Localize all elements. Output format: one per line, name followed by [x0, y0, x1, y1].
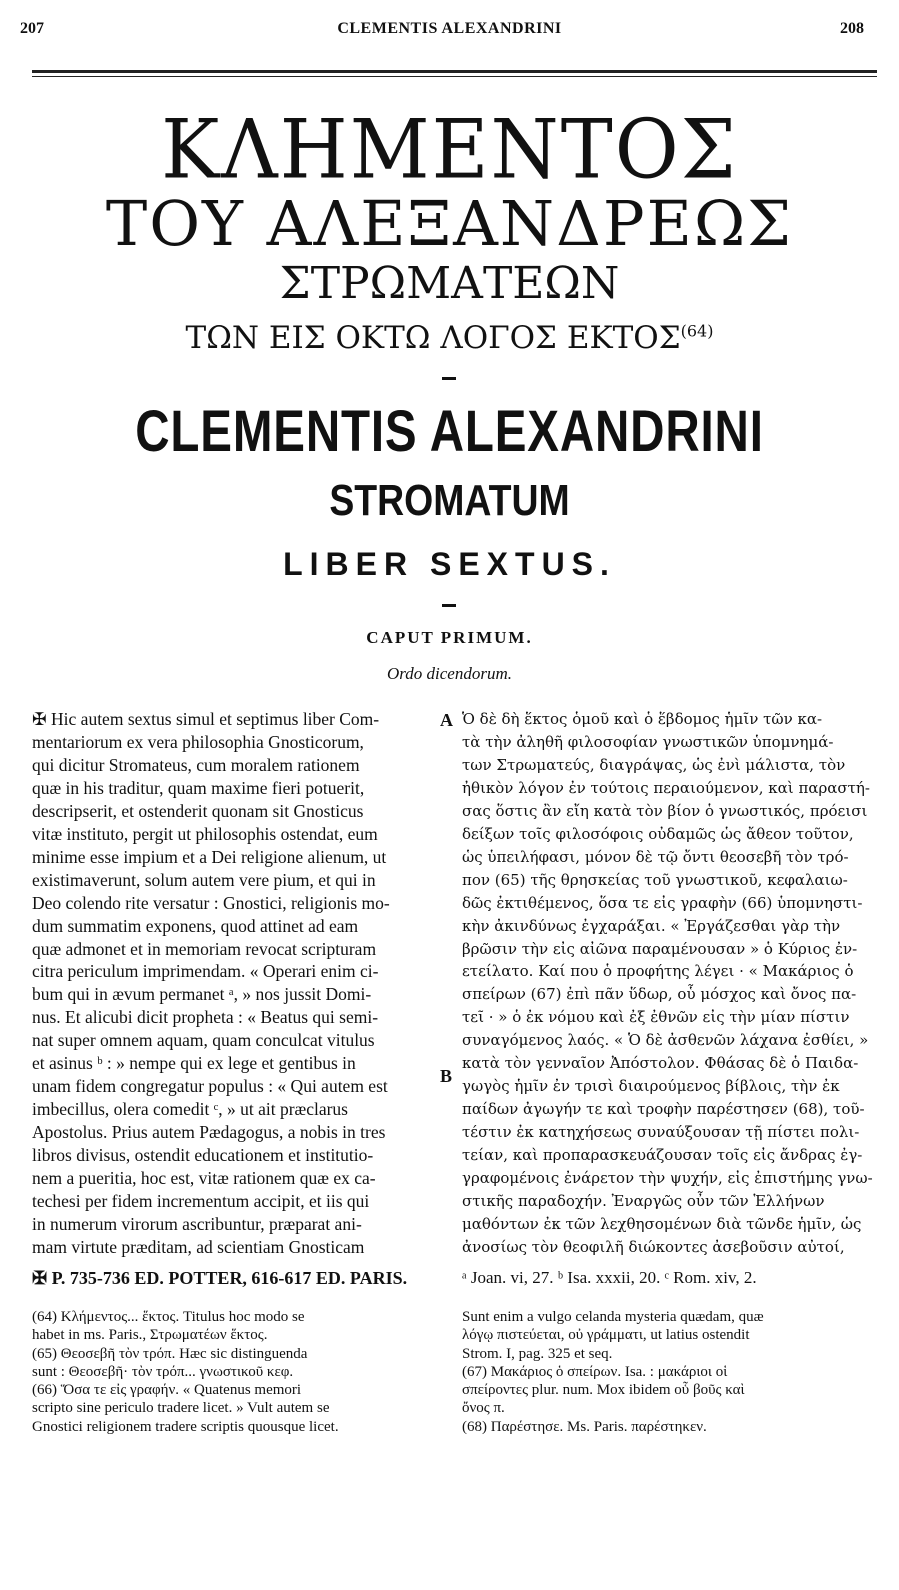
latin-text-line: descripserit, et ostenderit quonam sit Gnosticus: [32, 800, 364, 821]
footnote-line: σπείροντες plur. num. Mox ibidem οὗ βοῦς καὶ: [462, 1382, 745, 1399]
latin-text-line: mentariorum ex vera philosophia Gnosticorum,: [32, 731, 364, 752]
footnote-line: Strom. I, pag. 325 et seq.: [462, 1345, 613, 1362]
latin-title-line-1: CLEMENTIS ALEXANDRINI: [135, 399, 764, 464]
latin-text-line: libros divisus, ostendit educationem et institutio-: [32, 1145, 374, 1166]
latin-title-line-2: STROMATUM: [329, 476, 570, 525]
latin-text-line: bum qui in ævum permanet ᵃ, » nos jussit Domi-: [32, 984, 372, 1005]
greek-title-line-2: ΤΟΥ ΑΛΕΞΑΝΔΡΕΩΣ: [105, 187, 794, 260]
chapter-subtitle: Ordo dicendorum.: [387, 664, 512, 683]
footnote-line: Gnostici religionem tradere scriptis quousque licet.: [32, 1418, 339, 1435]
greek-text-line: γραφομένοις ἐνάρετον τὴν ψυχήν, εἰς ἐπιστήμης γνω-: [462, 1169, 873, 1188]
latin-text-line: nus. Et alicubi dicit propheta : « Beatus qui semi-: [32, 1007, 379, 1028]
greek-text-line: κατὰ τὸν γενναῖον Ἀπόστολον. Φθάσας δὲ ὁ Παιδα-: [462, 1054, 859, 1073]
greek-text-line: Ὁ δὲ δὴ ἕκτος ὁμοῦ καὶ ὁ ἕβδομος ἡμῖν τῶν κα-: [462, 710, 823, 728]
latin-text-line: Apostolus. Prius autem Pædagogus, a nobis in tres: [32, 1122, 386, 1143]
header-rule: [32, 70, 877, 73]
latin-text-line: dum summatim exponens, quod attinet ad eam: [32, 915, 359, 936]
greek-text-line: κὴν ἀκινδύνως ἐγχαράξαι. « Ἐργάζεσθαι γὰρ τὴν: [462, 916, 841, 935]
latin-text-line: quæ admonet et in memoriam revocat scripturam: [32, 938, 377, 959]
greek-text-line: δείξων τοῖς φιλοσόφοις οὐδαμῶς ὡς ἄθεον τοῦτον,: [462, 824, 854, 843]
latin-text-line: vitæ instituto, pergit ut philosophis ostendat, eum: [32, 823, 378, 844]
greek-text-line: ετείλατο. Καί που ὁ προφήτης λέγει · « Μακάριος ὁ: [462, 962, 854, 981]
footnote-line: (64) Κλήμεντος... ἕκτος. Titulus hoc modo se: [32, 1309, 305, 1325]
greek-text-line: μαθόντων ἐκ τῶν λεχθησομένων διὰ τῶνδε ἡμῖν, ὡς: [462, 1214, 862, 1233]
page-number-right: 208: [840, 20, 864, 37]
latin-text-column: [32, 708, 432, 1259]
header-rule-thin: [32, 76, 877, 77]
margin-letter-b: B: [440, 1066, 453, 1086]
latin-title-line-3: LIBER SEXTUS.: [283, 546, 616, 582]
latin-text-line: techesi per fidem incrementum accipit, et iis qui: [32, 1191, 370, 1212]
greek-title-line-3: ΣΤΡΩΜΑΤΕΩΝ: [279, 258, 620, 309]
greek-text-column: [462, 708, 872, 1259]
footnote-line: ὄνος π.: [462, 1400, 505, 1417]
footnote-line: habet in ms. Paris., Στρωματέων ἕκτος.: [32, 1327, 268, 1344]
edition-reference: ✠ P. 735-736 ED. POTTER, 616-617 ED. PARIS.: [32, 1268, 408, 1288]
greek-title-line-4: [0, 320, 899, 356]
latin-text-line: nem a pueritia, hoc est, vitæ rationem quæ ex ca-: [32, 1168, 376, 1189]
greek-text-line: σπείρων (67) ἐπὶ πᾶν ὕδωρ, οὗ μόσχος καὶ ὄνος πα-: [462, 985, 857, 1004]
latin-text-line: minime esse impium et a Dei religione alienum, ut: [32, 846, 387, 867]
greek-text-line: τέστιν ἐκ κατηχήσεως συναύξουσαν τῇ πίστει πολι-: [462, 1123, 860, 1142]
greek-text-line: ἠθικὸν λόγον ἐν τούτοις περαιούμενον, καὶ παραστή-: [462, 778, 870, 797]
greek-text-line: γωγὸς ἡμῖν ἐν τρισὶ διαιρούμενος βίβλοις, τὴν ἐκ: [462, 1077, 840, 1096]
footnote-line: (66) Ὅσα τε εἰς γραφήν. « Quatenus memori: [32, 1382, 302, 1399]
footnote-line: (68) Παρέστησε. Ms. Paris. παρέστηκεν.: [462, 1418, 707, 1435]
greek-text-line: πον (65) τῆς θρησκείας τοῦ γνωστικοῦ, κεφαλαιω-: [462, 870, 848, 889]
footnote-line: (65) Θεοσεβῆ τὸν τρόπ. Hæc sic distinguenda: [32, 1345, 308, 1362]
latin-text-line: et asinus ᵇ : » nempe qui ex lege et gentibus in: [32, 1053, 356, 1074]
page-number-left: 207: [20, 20, 44, 37]
footnotes-right: [462, 1308, 872, 1436]
latin-text-line: in numerum virorum ascribuntur, præparat ani-: [32, 1213, 362, 1234]
chapter-heading: CAPUT PRIMUM.: [366, 628, 533, 647]
title-divider-2: [442, 604, 456, 607]
greek-text-line: δῶς ἐκτιθέμενος, ὅσα τε εἰς γραφὴν (66) ὑπομνηστι-: [462, 893, 863, 912]
latin-text-line: quæ in his traditur, quam maxime fieri potuerit,: [32, 777, 365, 798]
latin-text-line: existimaverunt, solum autem vere pium, et qui in: [32, 869, 376, 890]
greek-text-line: ὡς ὑπειλήφασι, μόνον δὲ τῷ ὄντι θεοσεβῆ τὸν τρό-: [462, 847, 849, 866]
footnote-line: scripto sine periculo tradere licet. » Vult autem se: [32, 1400, 330, 1417]
greek-title-line-4-text: ΤΩΝ ΕΙΣ ΟΚΤΩ ΛΟΓΟΣ ΕΚΤΟΣ: [185, 320, 681, 356]
footnote-line: (67) Μακάριος ὁ σπείρων. Isa. : μακάριοι οἱ: [462, 1363, 728, 1380]
greek-text-line: βρῶσιν τὴν εἰς αἰῶνα παραμένουσαν » ὁ Κύριος ἐν-: [462, 939, 858, 958]
footnotes-left: [32, 1308, 432, 1436]
latin-text-line: mam virtute præditam, ad scientiam Gnosticam: [32, 1236, 365, 1257]
latin-text-line: Deo colendo rite versatur : Gnostici, religionis mo-: [32, 892, 390, 913]
footnote-ref-64: (64): [680, 321, 714, 341]
scripture-references: ᵃ Joan. vi, 27. ᵇ Isa. xxxii, 20. ᶜ Rom. xiv, 2.: [462, 1268, 757, 1287]
margin-letter-a: A: [440, 710, 453, 730]
greek-text-line: τεῖ · » ὁ ἐκ νόμου καὶ ἐξ ἐθνῶν εἰς τὴν μίαν πίστιν: [462, 1008, 850, 1027]
footnote-line: Sunt enim a vulgo celanda mysteria quædam, quæ: [462, 1309, 764, 1325]
latin-text-line: qui dicitur Stromateus, cum moralem rationem: [32, 754, 360, 775]
latin-text-line: ✠ Hic autem sextus simul et septimus liber Com-: [32, 709, 380, 729]
greek-title-line-1: ΚΛΗΜΕΝΤΟΣ: [161, 102, 738, 198]
latin-text-line: citra periculum imprimendam. « Operari enim ci-: [32, 961, 379, 982]
greek-text-line: συναγόμενος λαός. « Ὁ δὲ ἀσθενῶν λάχανα ἐσθίει, »: [462, 1031, 869, 1050]
greek-text-line: τὰ τὴν ἀληθῆ φιλοσοφίαν γνωστικῶν ὑπομνημά-: [462, 732, 834, 751]
footnote-line: sunt : Θεοσεβῆ· τὸν τρόπ... γνωστικοῦ κεφ.: [32, 1363, 294, 1380]
latin-text-line: nat super omnem aquam, quam conculcat vitulus: [32, 1030, 375, 1051]
footnote-line: λόγῳ πιστεύεται, οὐ γράμματι, ut latius ostendit: [462, 1327, 750, 1344]
latin-text-line: imbecillus, olera comedit ᶜ, » ut ait præclarus: [32, 1099, 348, 1120]
greek-text-line: ἀνοσίως τὸν θεοφιλῆ διώκοντες ἀσεβοῦσιν αὐτοί,: [462, 1237, 845, 1256]
greek-text-line: τείαν, καὶ προπαρασκευάζουσαν τοῖς εἰς ἄνδρας ἐγ-: [462, 1146, 863, 1165]
title-divider-1: [442, 377, 456, 380]
greek-text-line: παίδων ἀγωγήν τε καὶ τροφὴν παρέστησεν (68), τοῦ-: [462, 1100, 865, 1119]
greek-text-line: των Στρωματεύς, διαγράψας, ὡς ἐνὶ μάλιστα, τὸν: [462, 755, 846, 774]
running-title: CLEMENTIS ALEXANDRINI: [337, 20, 562, 37]
latin-text-line: unam fidem congregatur populus : « Qui autem est: [32, 1076, 388, 1097]
greek-text-line: στικῆς παραδοχήν. Ἐναργῶς οὖν τῶν Ἑλλήνων: [462, 1192, 825, 1211]
greek-text-line: σας ὅστις ἂν εἴη κατὰ τὸν βίον ὁ γνωστικός, πρόεισι: [462, 801, 868, 820]
